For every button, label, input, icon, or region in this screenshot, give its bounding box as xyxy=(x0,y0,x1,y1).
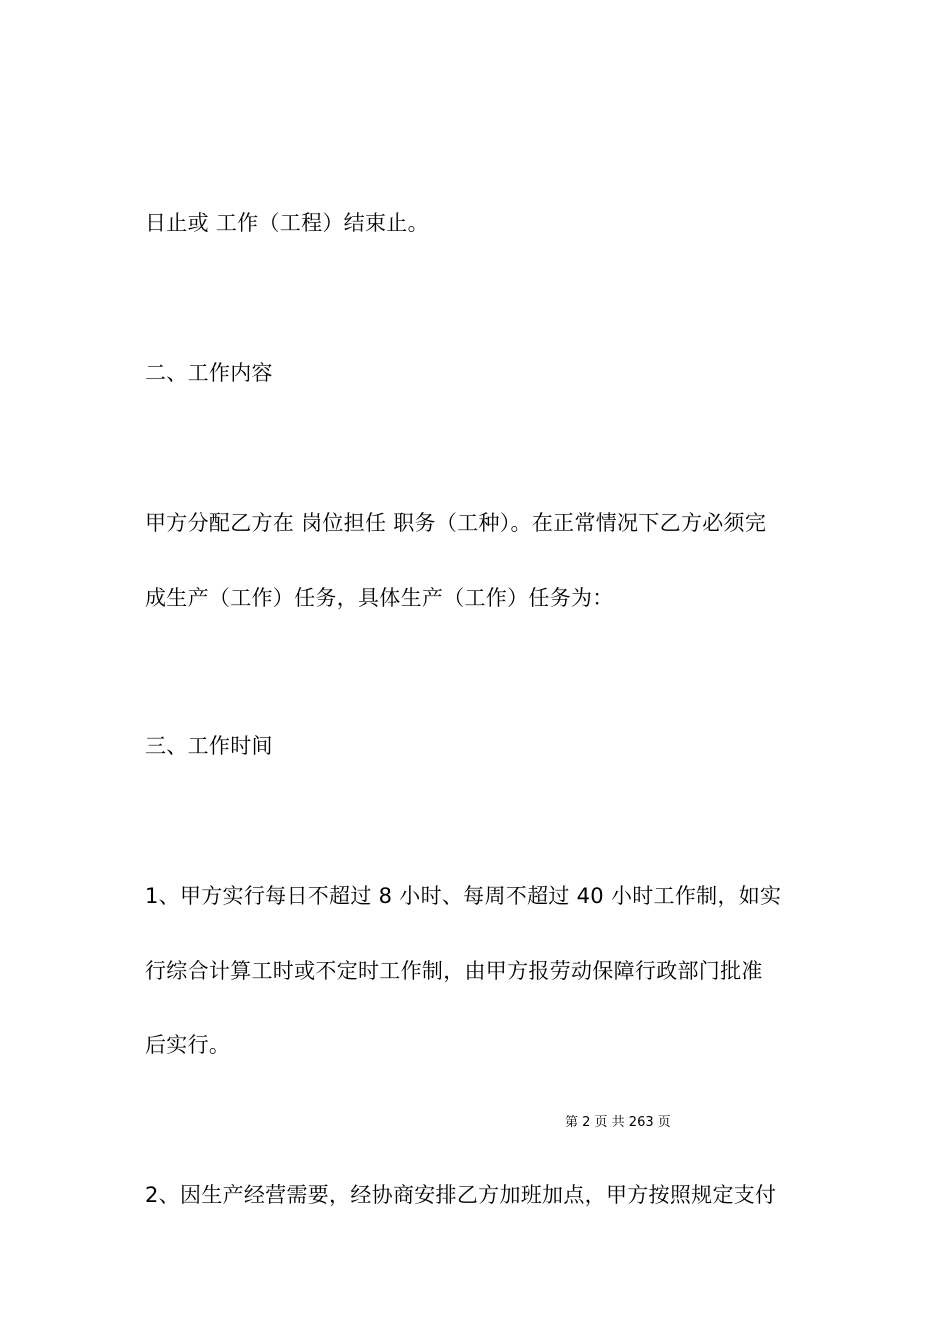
paragraph-line: 行综合计算工时或不定时工作制，由甲方报劳动保障行政部门批准 xyxy=(145,959,763,983)
paragraph-line: 2、因生产经营需要，经协商安排乙方加班加点，甲方按照规定支付 xyxy=(145,1183,777,1207)
paragraph-line: 1、甲方实行每日不超过 8 小时、每周不超过 40 小时工作制，如实 xyxy=(145,884,782,908)
section-heading: 三、工作时间 xyxy=(145,734,273,758)
paragraph-line: 后实行。 xyxy=(145,1033,231,1057)
section-heading: 二、工作内容 xyxy=(145,361,273,385)
paragraph-line: 日止或 工作（工程）结束止。 xyxy=(145,211,429,235)
page-number-footer: 第 2 页 共 263 页 xyxy=(565,1115,671,1130)
paragraph-line: 甲方分配乙方在 岗位担任 职务（工种）。在正常情况下乙方必须完 xyxy=(145,511,767,535)
paragraph-line: 成生产（工作）任务，具体生产（工作）任务为： xyxy=(145,586,614,610)
